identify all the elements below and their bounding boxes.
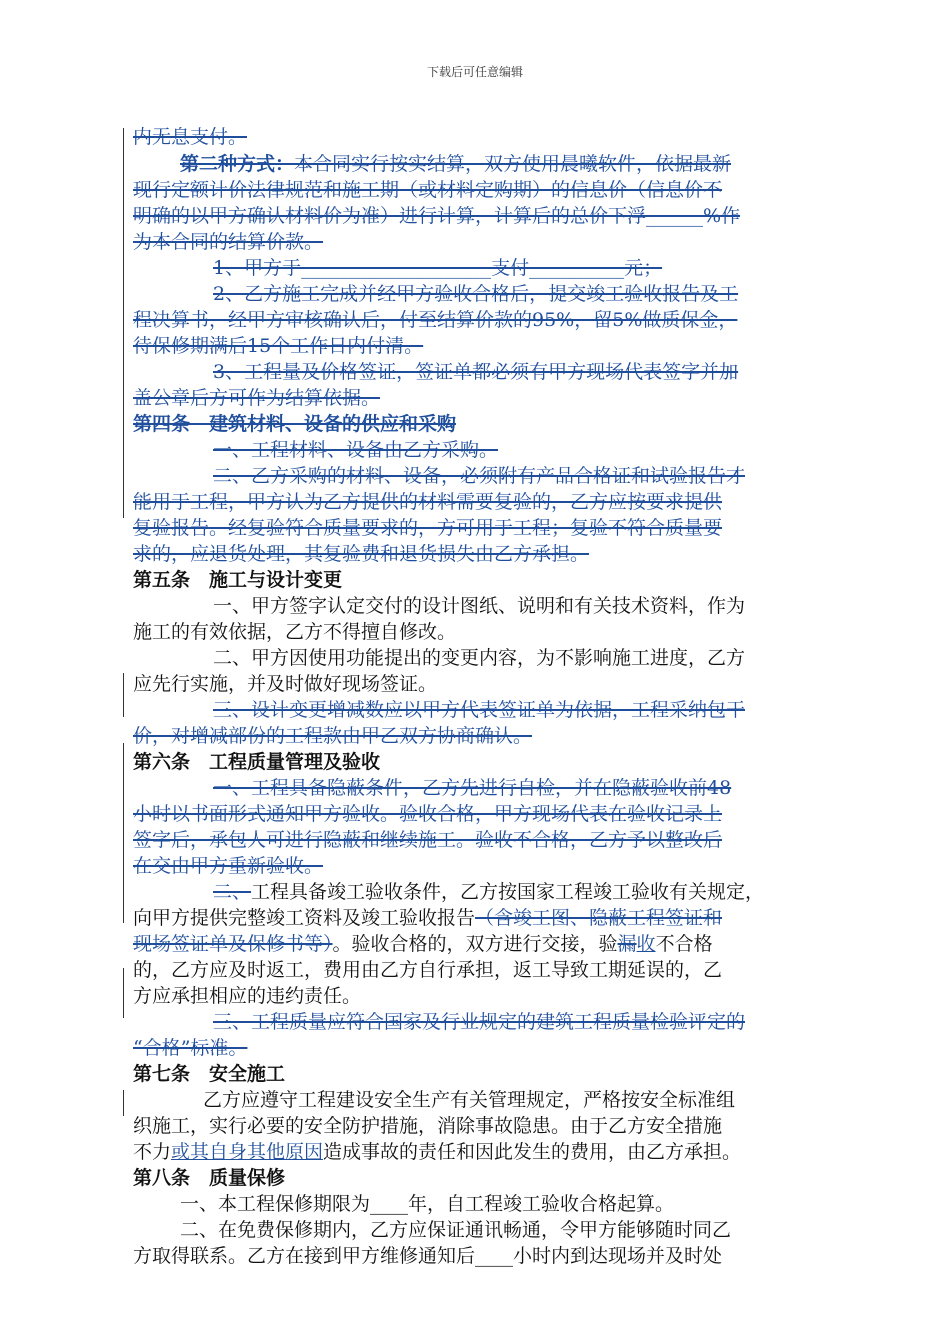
text-line: 能用于工程，甲方认为乙方提供的材料需要复验的，乙方应按要求提供 — [133, 491, 723, 513]
text-line: 待保修期满后15个工作日内付清。 — [133, 335, 424, 357]
text-line: 二、乙方采购的材料、设备，必须附有产品合格证和试验报告才 — [213, 465, 746, 487]
revision-bar — [123, 968, 124, 1018]
section-heading: 第八条 质量保修 — [133, 1167, 286, 1189]
text-line: 2、乙方施工完成并经甲方验收合格后，提交竣工验收报告及工 — [213, 283, 739, 305]
section-heading: 第四条 建筑材料、设备的供应和采购 — [133, 413, 457, 435]
text-line: “合格”标准。 — [133, 1037, 248, 1059]
text-line: 现场签证单及保修书等）。验收合格的，双方进行交接，验漏收不合格 — [133, 933, 713, 955]
text-line: 不力或其自身其他原因造成事故的责任和因此发生的费用，由乙方承担。 — [133, 1141, 742, 1163]
text-line: 复验报告。经复验符合质量要求的，方可用于工程；复验不符合质量要 — [133, 517, 723, 539]
revision-bar — [123, 1090, 124, 1116]
text-line: 明确的以甲方确认材料价为准）进行计算，计算后的总价下浮______%作 — [133, 205, 741, 227]
text-line: 在交由甲方重新验收。 — [133, 855, 324, 877]
text-line: 为本合同的结算价款。 — [133, 231, 324, 253]
text-line: 现行定额计价法律规范和施工期（或材料定购期）的信息价（信息价不 — [133, 179, 723, 201]
text-line: 1、甲方于____________________支付__________元； — [213, 257, 663, 279]
revision-bar — [123, 743, 124, 923]
text-line: 三、设计变更增减数应以甲方代表签证单为依据，工程采纳包干 — [213, 699, 746, 721]
text-line: 二、甲方因使用功能提出的变更内容，为不影响施工进度，乙方 — [213, 647, 746, 669]
text-line: 内无息支付。 — [133, 126, 248, 148]
page-header: 下载后可任意编辑 — [426, 65, 523, 79]
text-line: 求的，应退货处理，其复验费和退货损失由乙方承担。 — [133, 543, 590, 565]
text-line: 3、工程量及价格签证，签证单都必须有甲方现场代表签字并加 — [213, 361, 739, 383]
text-line: 二、在免费保修期内，乙方应保证通讯畅通，令甲方能够随时同乙 — [180, 1219, 732, 1241]
text-line: 价，对增减部份的工程款由甲乙双方协商确认。 — [133, 725, 533, 747]
text-line: 方应承担相应的违约责任。 — [133, 985, 362, 1007]
text-line: 一、工程材料、设备由乙方采购。 — [213, 439, 499, 461]
text-line: 第二种方式：本合同实行按实结算，双方使用晨曦软件，依据最新 — [180, 153, 732, 175]
text-line: 小时以书面形式通知甲方验收。验收合格，甲方现场代表在验收记录上 — [133, 803, 723, 825]
revision-bar — [123, 673, 124, 717]
text-line: 三、工程质量应符合国家及行业规定的建筑工程质量检验评定的 — [213, 1011, 746, 1033]
text-line: 织施工，实行必要的安全防护措施，消除事故隐患。由于乙方安全措施 — [133, 1115, 723, 1137]
section-heading: 第五条 施工与设计变更 — [133, 569, 343, 591]
text-line: 二、工程具备竣工验收条件，乙方按国家工程竣工验收有关规定， — [213, 881, 765, 903]
text-line: 乙方应遵守工程建设安全生产有关管理规定，严格按安全标准组 — [203, 1089, 736, 1111]
text-line: 施工的有效依据，乙方不得擅自修改。 — [133, 621, 457, 643]
text-line: 应先行实施，并及时做好现场签证。 — [133, 673, 438, 695]
revision-bar — [123, 128, 124, 518]
text-line: 签字后，承包人可进行隐蔽和继续施工。验收不合格，乙方予以整改后 — [133, 829, 723, 851]
text-line: 一、本工程保修期限为____年，自工程竣工验收合格起算。 — [180, 1193, 675, 1215]
text-line: 盖公章后方可作为结算依据。 — [133, 387, 381, 409]
text-line: 一、甲方签字认定交付的设计图纸、说明和有关技术资料，作为 — [213, 595, 746, 617]
text-line: 程决算书，经甲方审核确认后，付至结算价款的95%，留5%做质保金， — [133, 309, 738, 331]
text-line: 一、工程具备隐蔽条件，乙方先进行自检，并在隐蔽验收前48 — [213, 777, 732, 799]
section-heading: 第七条 安全施工 — [133, 1063, 286, 1085]
text-line: 的，乙方应及时返工，费用由乙方自行承担，返工导致工期延误的，乙 — [133, 959, 723, 981]
section-heading: 第六条 工程质量管理及验收 — [133, 751, 381, 773]
text-line: 向甲方提供完整竣工资料及竣工验收报告（含竣工图、隐蔽工程签证和 — [133, 907, 723, 929]
text-line: 方取得联系。乙方在接到甲方维修通知后____小时内到达现场并及时处 — [133, 1245, 723, 1267]
